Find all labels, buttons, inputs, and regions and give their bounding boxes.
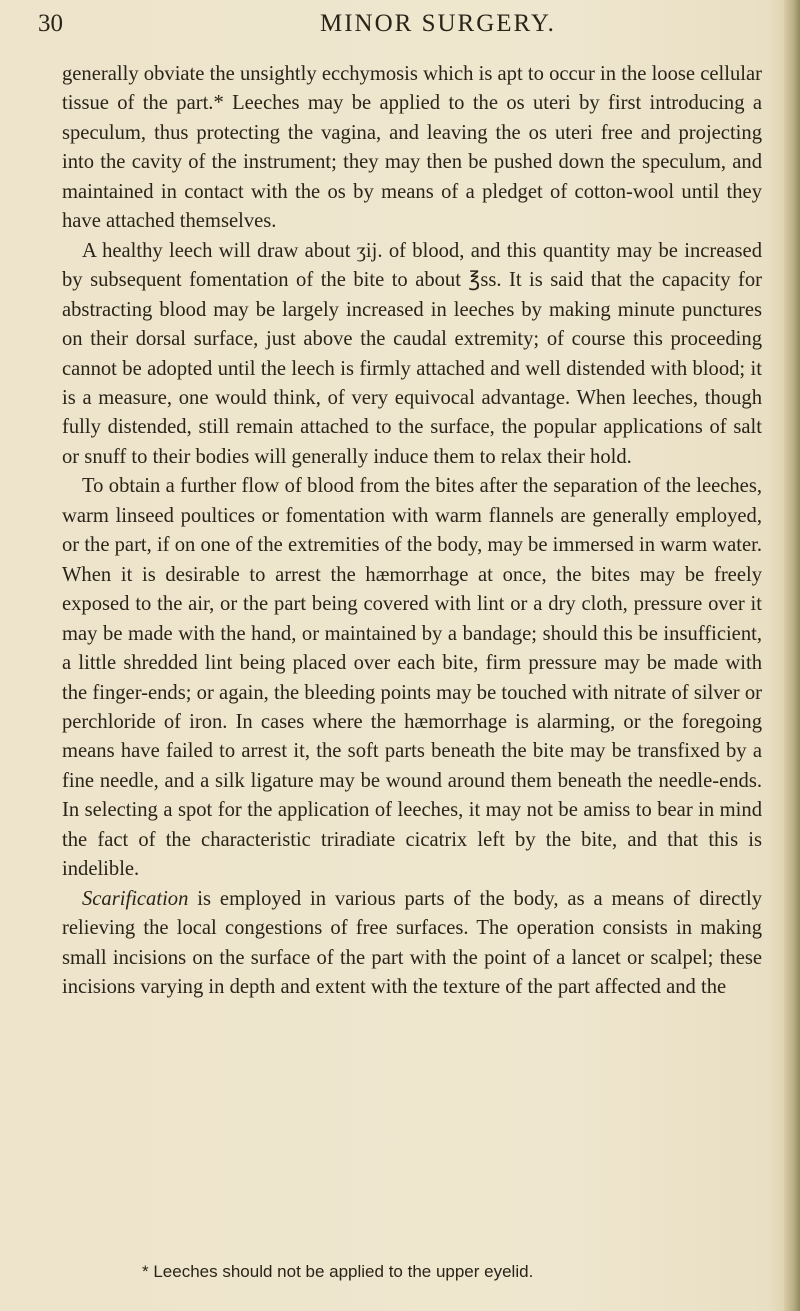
paragraph-scarification xyxy=(62,885,762,1003)
page-edge-shadow xyxy=(784,0,800,1311)
paragraph-continuation: generally obviate the unsightly ecchymosis which is apt to occur in the loose cellular tissue of the part.* Leeches may be applied to the os uteri by first introducing a speculum, thus protecting the vagina, and leaving the os uteri free and projecting into the cavity of the instrument; they may then be pushed down the speculum, and maintained in contact with the os by means of a pledget of cotton-wool until they have attached themselves. xyxy=(62,63,762,233)
running-header xyxy=(38,8,598,42)
page-number: 30 xyxy=(38,10,63,37)
body-text xyxy=(62,60,762,1003)
paragraph-leech-quantity: A healthy leech will draw about ʒij. of blood, and this quantity may be increased by subsequent fomentation of the bite to about ℥ss. It is said that the capacity for abstracting blood may be largely increased in leeches by making minute punctures on their dorsal surface, just above the caudal extremity; of course this proceeding cannot be adopted until the leech is firmly attached and well distended with blood; it is a measure, one would think, of very equivocal advantage. When leeches, though fully distended, still remain attached to the surface, the popular applications of salt or snuff to their bodies will generally induce them to relax their hold. xyxy=(62,239,762,468)
paragraph-scarification-text: is employed in various parts of the body, as a means of directly relieving the local congestions of free surfaces. The operation consists in making small incisions on the surface of the part with the point of a lancet or scalpel; these incisions varying in depth and extent with the texture of the part affected and the xyxy=(62,887,762,999)
paragraph-further-flow: To obtain a further flow of blood from the bites after the separation of the leeches, warm linseed poultices or fomentation with warm flannels are generally employed, or the part, if on one of the extremities of the body, may be immersed in warm water. When it is desirable to arrest the hæmorrhage at once, the bites may be freely exposed to the air, or the part being covered with lint or a dry cloth, pressure over it may be made with the hand, or maintained by a bandage; should this be insufficient, a little shredded lint being placed over each bite, firm pressure may be made with the finger-ends; or again, the bleeding points may be touched with nitrate of silver or perchloride of iron. In cases where the hæmorrhage is alarming, or the foregoing means have failed to arrest it, the soft parts beneath the bite may be transfixed by a fine needle, and a silk ligature may be wound around them beneath the needle-ends. In selecting a spot for the application of leeches, it may not be amiss to bear in mind the fact of the characteristic triradiate cicatrix left by the bite, and that this is indelible. xyxy=(62,475,762,881)
italic-lead-term: Scarification xyxy=(82,887,189,910)
footnote: * Leeches should not be applied to the upper eyelid. xyxy=(142,1262,534,1281)
running-title: MINOR SURGERY. xyxy=(320,10,556,37)
